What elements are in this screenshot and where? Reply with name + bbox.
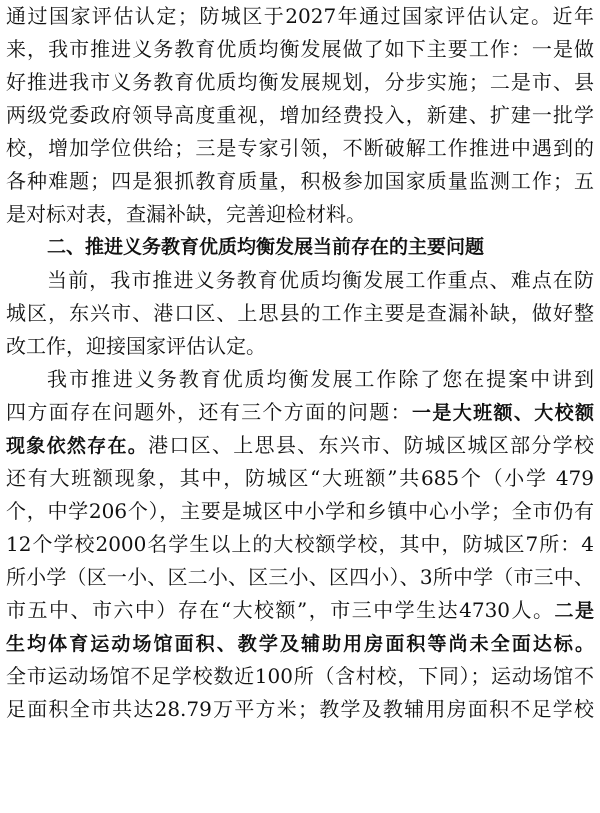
paragraph-line: 城区，东兴市、港口区、上思县的工作主要是查漏补缺，做好整 [6, 301, 594, 325]
bold-text: 现象依然存在。 [6, 435, 149, 457]
paragraph-line: 所小学（区一小、区二小、区三小、区四小）、3所中学（市三中、 [6, 565, 594, 589]
paragraph-line [6, 594, 594, 627]
bold-text: 二是 [554, 600, 594, 622]
paragraph-line: 我市推进义务教育优质均衡发展工作除了您在提案中讲到 [47, 367, 594, 391]
paragraph-line: 足面积全市共达28.79万平方米；教学及教辅用房面积不足学校 [6, 697, 594, 721]
bold-text: 生均体育运动场馆面积、教学及辅助用房面积等尚未全面达标。 [6, 633, 594, 655]
paragraph-line: 各种难题；四是狠抓教育质量，积极参加国家质量监测工作；五 [6, 169, 594, 193]
paragraph-line: 两级党委政府领导高度重视，增加经费投入，新建、扩建一批学 [6, 103, 594, 127]
paragraph-line: 来，我市推进义务教育优质均衡发展做了如下主要工作：一是做 [6, 37, 594, 61]
paragraph-line: 改工作，迎接国家评估认定。 [6, 334, 266, 358]
paragraph-line: 通过国家评估认定；防城区于2027年通过国家评估认定。近年 [6, 4, 594, 28]
section-heading: 二、推进义务教育优质均衡发展当前存在的主要问题 [47, 236, 485, 258]
paragraph-line: 当前，我市推进义务教育优质均衡发展工作重点、难点在防 [47, 268, 594, 292]
paragraph-line: 好推进我市义务教育优质均衡发展规划，分步实施；二是市、县 [6, 70, 594, 94]
normal-text: 港口区、上思县、东兴市、防城区城区部分学校 [148, 433, 594, 457]
bold-text: 一是大班额、大校额 [412, 402, 594, 424]
paragraph-line [6, 429, 594, 462]
paragraph-line: 全市运动场馆不足学校数近100所（含村校，下同）；运动场馆不 [6, 664, 594, 688]
paragraph-line: 还有大班额现象，其中，防城区“大班额”共685个（小学 479 [6, 466, 594, 490]
paragraph-line: 12个学校2000名学生以上的大校额学校，其中，防城区7所：4 [6, 532, 594, 556]
paragraph-line: 校，增加学位供给；三是专家引领，不断破解工作推进中遇到的 [6, 136, 594, 160]
normal-text: 四方面存在问题外，还有三个方面的问题： [6, 400, 413, 424]
normal-text: 市五中、市六中）存在“大校额”，市三中学生达4730人。 [6, 598, 555, 622]
paragraph-line [6, 396, 594, 429]
paragraph-line [6, 627, 594, 660]
paragraph-line: 是对标对表，查漏补缺，完善迎检材料。 [6, 202, 366, 226]
paragraph-line: 个，中学206个），主要是城区中小学和乡镇中心小学；全市仍有 [6, 499, 594, 523]
